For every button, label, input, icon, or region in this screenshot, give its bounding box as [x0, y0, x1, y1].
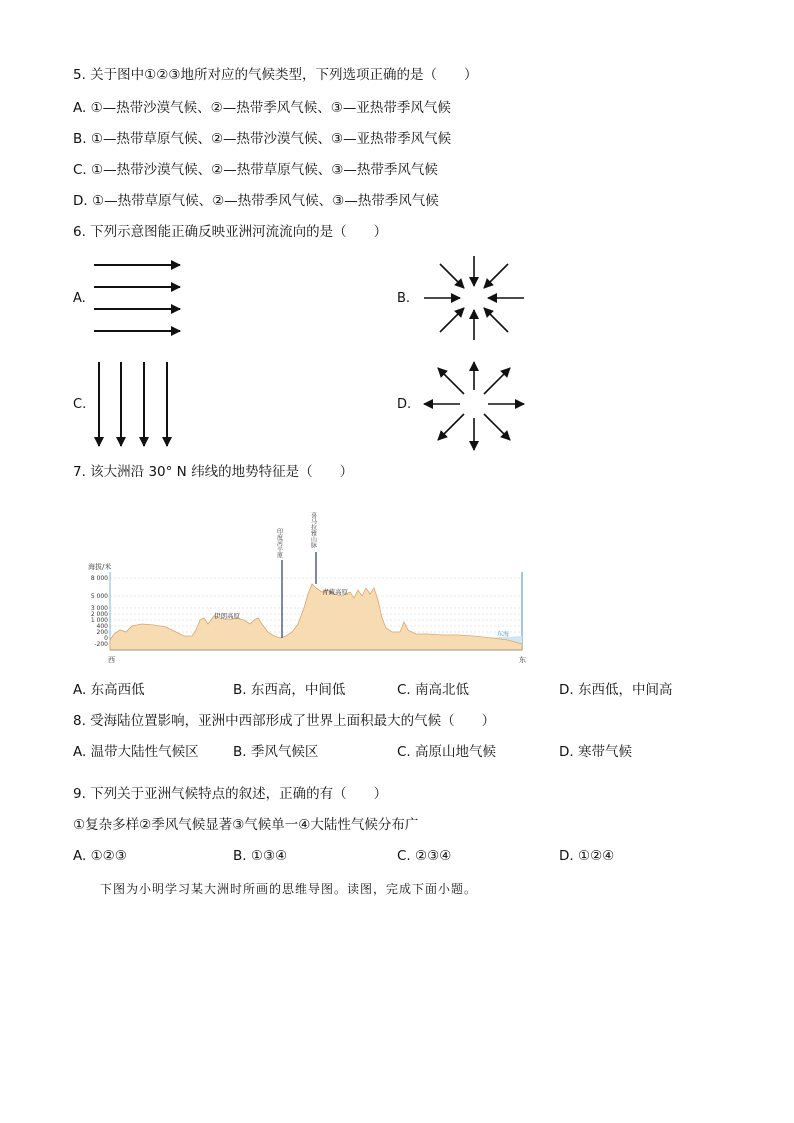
q5-option-c: C. ①—热带沙漠气候、②—热带草原气候、③—热带季风气候: [73, 162, 438, 178]
tick-label: 2 000: [90, 611, 108, 618]
q6-label-d: D.: [397, 397, 412, 412]
q5-stem: 5. 关于图中①②③地所对应的气候类型，下列选项正确的是（ ）: [73, 67, 478, 83]
q6-diagram-b: [420, 252, 530, 344]
tick-label: 200: [96, 629, 108, 636]
terrain-area: [110, 584, 522, 650]
label-sea: 东海: [497, 631, 510, 638]
q6-label-a: A.: [73, 291, 86, 306]
q9-option-b: B. ①③④: [233, 848, 288, 864]
q7-terrain-profile: [82, 508, 532, 668]
label-indus-plain: 印度河平原: [275, 528, 283, 558]
tick-label: 400: [96, 623, 108, 630]
arrow-outward-icon: [484, 414, 510, 440]
label-himalaya: 喜马拉雅山脉: [309, 512, 317, 548]
q9-option-d: D. ①②④: [559, 848, 615, 864]
q6-diagram-d: [420, 358, 530, 454]
tick-label: -200: [94, 641, 108, 648]
profile-ylabel: 海拔/米: [88, 563, 112, 571]
q8-stem: 8. 受海陆位置影响，亚洲中西部形成了世界上面积最大的气候（ ）: [73, 713, 496, 729]
next-section-intro: 下图为小明学习某大洲时所画的思维导图。读图，完成下面小题。: [100, 882, 478, 896]
q6-stem: 6. 下列示意图能正确反映亚洲河流流向的是（ ）: [73, 224, 388, 240]
q7-option-a: A. 东高西低: [73, 682, 145, 698]
tick-label: 5 000: [90, 593, 108, 600]
tick-label: 1 000: [90, 617, 108, 624]
q8-option-d: D. 寒带气候: [559, 744, 632, 760]
q6-diagram-a: [88, 252, 188, 344]
q5-option-d: D. ①—热带草原气候、②—热带季风气候、③—热带季风气候: [73, 193, 439, 209]
q9-option-a: A. ①②③: [73, 848, 127, 864]
arrow-inward-icon: [484, 264, 508, 288]
arrow-outward-icon: [484, 368, 510, 394]
label-iran-plateau: 伊朗高原: [214, 612, 240, 620]
q8-option-c: C. 高原山地气候: [397, 744, 497, 760]
tick-label: 3 000: [90, 605, 108, 612]
label-east: 东: [519, 656, 526, 664]
arrow-inward-icon: [440, 308, 464, 332]
q6-diagram-c: [88, 358, 180, 450]
q9-option-c: C. ②③④: [397, 848, 452, 864]
tick-label: 8 000: [90, 575, 108, 582]
q6-label-c: C.: [73, 397, 87, 412]
q7-option-d: D. 东西低，中间高: [559, 682, 673, 698]
q7-option-b: B. 东西高，中间低: [233, 682, 346, 698]
q9-stem: 9. 下列关于亚洲气候特点的叙述，正确的有（ ）: [73, 786, 388, 802]
arrow-inward-icon: [440, 264, 464, 288]
label-west: 西: [108, 656, 115, 664]
q9-statement: ①复杂多样②季风气候显著③气候单一④大陆性气候分布广: [73, 817, 419, 833]
q6-label-b: B.: [397, 291, 411, 306]
q7-stem: 7. 该大洲沿 30° N 纬线的地势特征是（ ）: [73, 464, 354, 480]
q5-option-b: B. ①—热带草原气候、②—热带沙漠气候、③—亚热带季风气候: [73, 131, 452, 147]
q8-option-b: B. 季风气候区: [233, 744, 319, 760]
arrow-inward-icon: [484, 308, 508, 332]
tick-label: 0: [104, 635, 108, 642]
q7-option-c: C. 南高北低: [397, 682, 470, 698]
q5-option-a: A. ①—热带沙漠气候、②—热带季风气候、③—亚热带季风气候: [73, 100, 451, 116]
q8-option-a: A. 温带大陆性气候区: [73, 744, 199, 760]
label-tibet-plateau: 青藏高原: [322, 588, 348, 596]
arrow-outward-icon: [438, 414, 464, 440]
arrow-outward-icon: [438, 368, 464, 394]
